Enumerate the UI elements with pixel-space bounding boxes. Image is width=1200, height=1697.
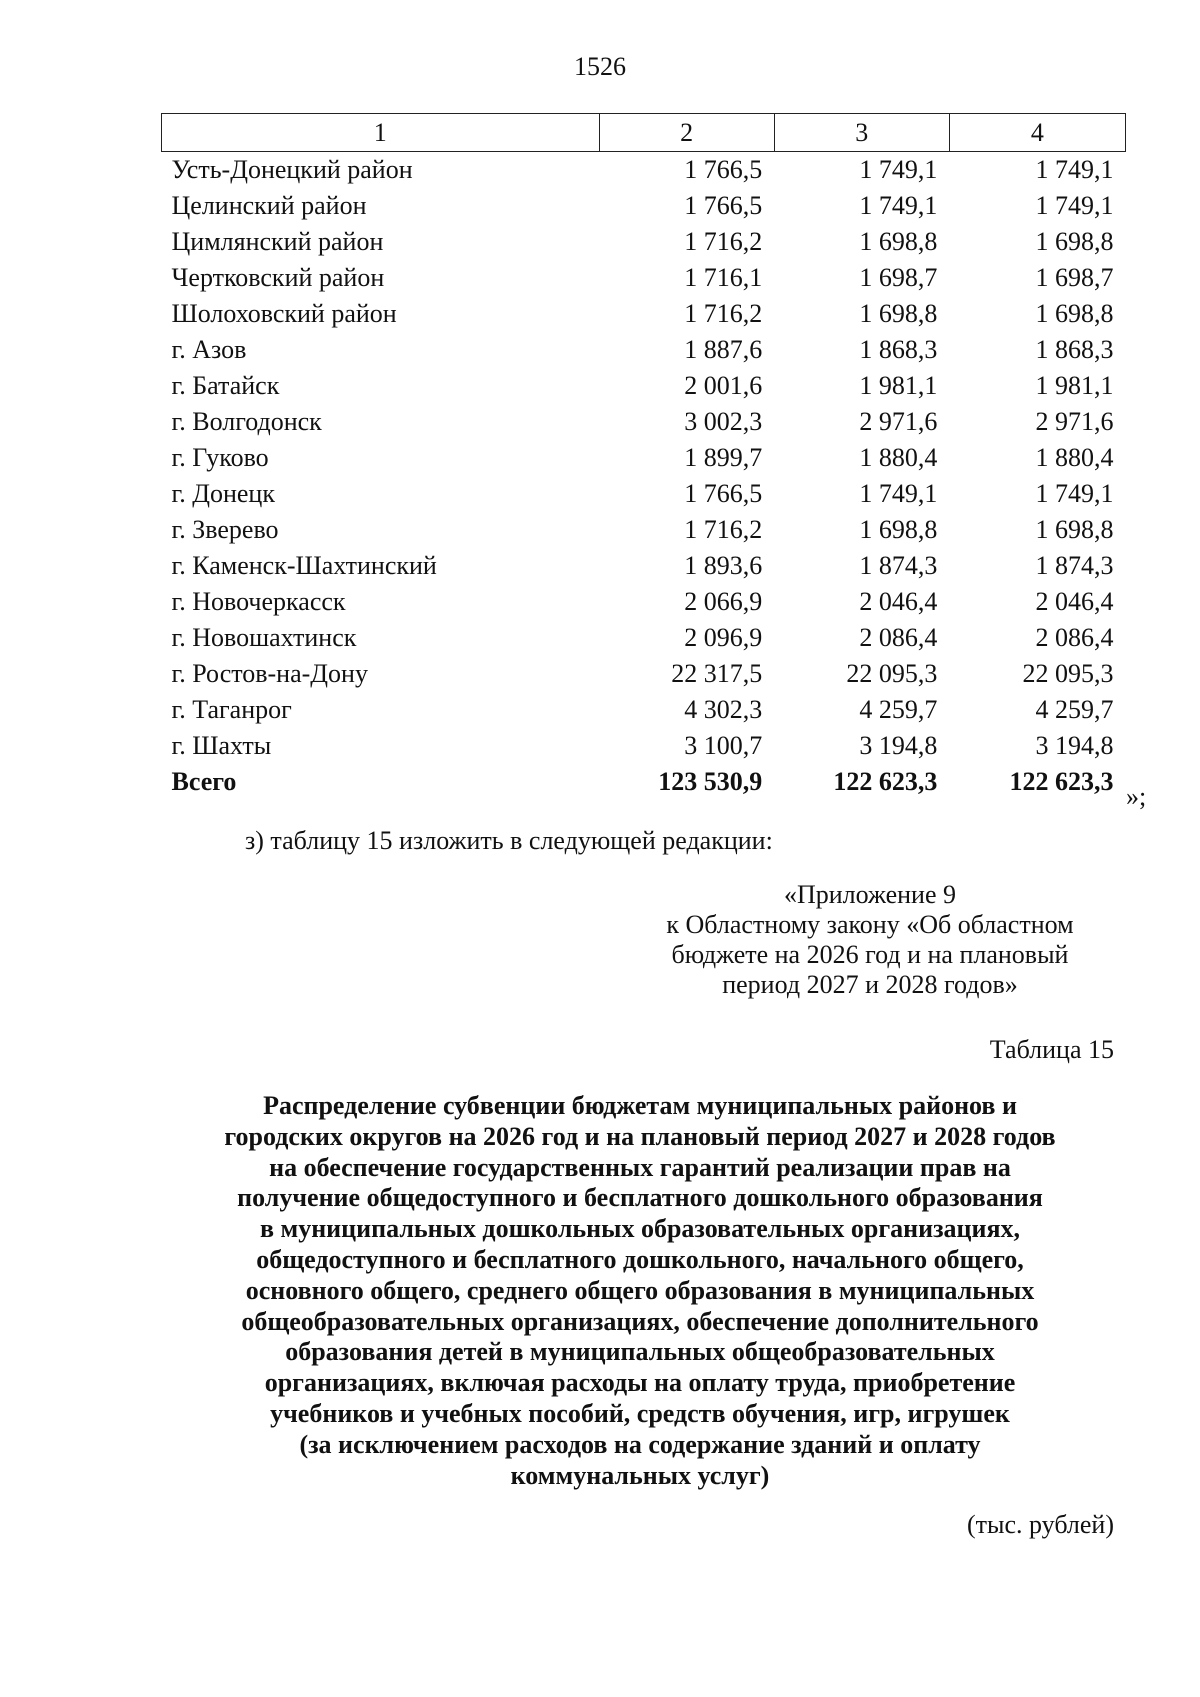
value-2027: 2 971,6	[859, 407, 938, 436]
value-2027: 1 698,7	[859, 263, 938, 292]
table-row	[162, 188, 1126, 224]
value-2027: 1 874,3	[859, 551, 938, 580]
value-2027: 122 623,3	[833, 767, 938, 796]
value-2028: 1 981,1	[1035, 371, 1114, 400]
value-2027: 1 698,8	[859, 299, 938, 328]
value-2026: 1 716,2	[684, 515, 763, 544]
value-2026: 1 766,5	[684, 191, 763, 220]
value-2026: 3 002,3	[684, 407, 763, 436]
district-name: Цимлянский район	[171, 227, 384, 256]
value-2026: 1 899,7	[684, 443, 763, 472]
title-line: учебников и учебных пособий, средств обучения, игр, игрушек	[270, 1398, 1010, 1428]
value-2028: 2 086,4	[1035, 623, 1114, 652]
table-row	[162, 728, 1126, 764]
table-row	[162, 512, 1126, 548]
appendix-line: бюджете на 2026 год и на плановый	[671, 940, 1069, 969]
value-2028: 122 623,3	[1009, 767, 1114, 796]
page-number: 1526	[574, 52, 626, 81]
table-row	[162, 224, 1126, 260]
value-2028: 1 749,1	[1035, 155, 1114, 184]
value-2027: 1 749,1	[859, 155, 938, 184]
title-line: Распределение субвенции бюджетам муниципальных районов и	[263, 1091, 1017, 1120]
district-name: г. Волгодонск	[171, 407, 322, 436]
value-2027: 2 046,4	[859, 587, 938, 616]
value-2027: 1 981,1	[859, 371, 938, 400]
appendix-line: период 2027 и 2028 годов»	[722, 970, 1018, 999]
district-name: Целинский район	[171, 191, 367, 220]
district-name: г. Зверево	[171, 515, 279, 544]
table-row	[162, 332, 1126, 368]
table-row	[162, 620, 1126, 656]
district-name: г. Донецк	[171, 479, 275, 508]
title-line: на обеспечение государственных гарантий реализации прав на	[269, 1152, 1011, 1182]
units-label: (тыс. рублей)	[966, 1510, 1114, 1539]
district-name: г. Батайск	[171, 371, 280, 400]
value-2026: 2 066,9	[684, 587, 763, 616]
column-header-4: 4	[949, 114, 1125, 152]
value-2027: 1 749,1	[859, 191, 938, 220]
table-row	[162, 476, 1126, 512]
value-2028: 22 095,3	[1022, 659, 1114, 688]
value-2027: 1 868,3	[859, 335, 938, 364]
value-2026: 1 893,6	[684, 551, 763, 580]
table-row	[162, 404, 1126, 440]
district-name: г. Новошахтинск	[171, 623, 357, 652]
value-2026: 123 530,9	[658, 767, 763, 796]
district-name: г. Таганрог	[171, 695, 292, 724]
value-2028: 3 194,8	[1035, 731, 1114, 760]
table-title	[140, 1091, 1140, 1491]
table-row	[162, 296, 1126, 332]
value-2026: 1 716,2	[684, 299, 763, 328]
value-2026: 1 766,5	[684, 479, 763, 508]
title-line: образования детей в муниципальных общеобразовательных	[285, 1337, 995, 1367]
value-2027: 22 095,3	[846, 659, 938, 688]
value-2027: 1 698,8	[859, 515, 938, 544]
value-2027: 2 086,4	[859, 623, 938, 652]
district-name: Шолоховский район	[171, 299, 397, 328]
value-2028: 1 874,3	[1035, 551, 1114, 580]
column-header-3: 3	[774, 114, 949, 152]
title-line: (за исключением расходов на содержание зданий и оплату	[299, 1429, 981, 1459]
title-line: получение общедоступного и бесплатного дошкольного образования	[237, 1183, 1043, 1213]
column-header-2: 2	[599, 114, 774, 152]
value-2028: 4 259,7	[1035, 695, 1114, 724]
table-row	[162, 368, 1126, 404]
value-2026: 1 716,1	[684, 263, 763, 292]
district-name: г. Азов	[171, 335, 247, 364]
appendix-line: к Областному закону «Об областном	[666, 910, 1074, 939]
value-2028: 1 698,7	[1035, 263, 1114, 292]
district-name: г. Гуково	[171, 443, 269, 472]
value-2026: 2 001,6	[684, 371, 763, 400]
table-header-row	[162, 114, 1126, 152]
district-name: г. Новочеркасск	[171, 587, 346, 616]
value-2028: 1 698,8	[1035, 299, 1114, 328]
district-name: г. Каменск-Шахтинский	[171, 551, 437, 580]
value-2028: 1 749,1	[1035, 479, 1114, 508]
value-2028: 1 749,1	[1035, 191, 1114, 220]
district-name: г. Шахты	[171, 731, 272, 760]
value-2026: 1 716,2	[684, 227, 763, 256]
table-body	[162, 152, 1126, 801]
title-line: общедоступного и бесплатного дошкольного, начального общего,	[256, 1244, 1024, 1274]
table-row	[162, 692, 1126, 728]
appendix-reference	[620, 880, 1120, 1000]
district-name: г. Ростов-на-Дону	[171, 659, 368, 688]
title-line: основного общего, среднего общего образования в муниципальных	[245, 1275, 1035, 1305]
value-2028: 1 698,8	[1035, 227, 1114, 256]
value-2027: 1 749,1	[859, 479, 938, 508]
value-2026: 1 766,5	[684, 155, 763, 184]
value-2027: 4 259,7	[859, 695, 938, 724]
value-2028: 1 698,8	[1035, 515, 1114, 544]
budget-table	[161, 113, 1126, 800]
value-2027: 1 880,4	[859, 443, 938, 472]
title-line: общеобразовательных организациях, обеспечение дополнительного	[241, 1306, 1039, 1336]
table-row	[162, 152, 1126, 189]
value-2026: 1 887,6	[684, 335, 763, 364]
value-2028: 1 880,4	[1035, 443, 1114, 472]
value-2028: 1 868,3	[1035, 335, 1114, 364]
table-row	[162, 548, 1126, 584]
value-2026: 2 096,9	[684, 623, 763, 652]
value-2027: 1 698,8	[859, 227, 938, 256]
table-total-row	[162, 764, 1126, 800]
appendix-line: «Приложение 9	[783, 880, 957, 909]
closing-quote: »;	[1126, 782, 1147, 811]
district-name: Усть-Донецкий район	[171, 155, 413, 184]
table-row	[162, 656, 1126, 692]
value-2026: 3 100,7	[684, 731, 763, 760]
table-row	[162, 584, 1126, 620]
title-line: организациях, включая расходы на оплату труда, приобретение	[264, 1368, 1016, 1398]
title-line: городских округов на 2026 год и на плановый период 2027 и 2028 годов	[224, 1121, 1056, 1151]
value-2028: 2 046,4	[1035, 587, 1114, 616]
column-header-1: 1	[162, 114, 600, 152]
value-2026: 4 302,3	[684, 695, 763, 724]
value-2026: 22 317,5	[671, 659, 763, 688]
table-label: Таблица 15	[989, 1035, 1114, 1064]
title-line: в муниципальных дошкольных образовательных организациях,	[259, 1214, 1021, 1244]
title-line: коммунальных услуг)	[510, 1460, 770, 1490]
instruction-text: з) таблицу 15 изложить в следующей редакции:	[245, 826, 773, 855]
value-2027: 3 194,8	[859, 731, 938, 760]
table-row	[162, 440, 1126, 476]
district-name: Чертковский район	[171, 263, 385, 292]
value-2028: 2 971,6	[1035, 407, 1114, 436]
table-row	[162, 260, 1126, 296]
total-label: Всего	[171, 767, 237, 796]
